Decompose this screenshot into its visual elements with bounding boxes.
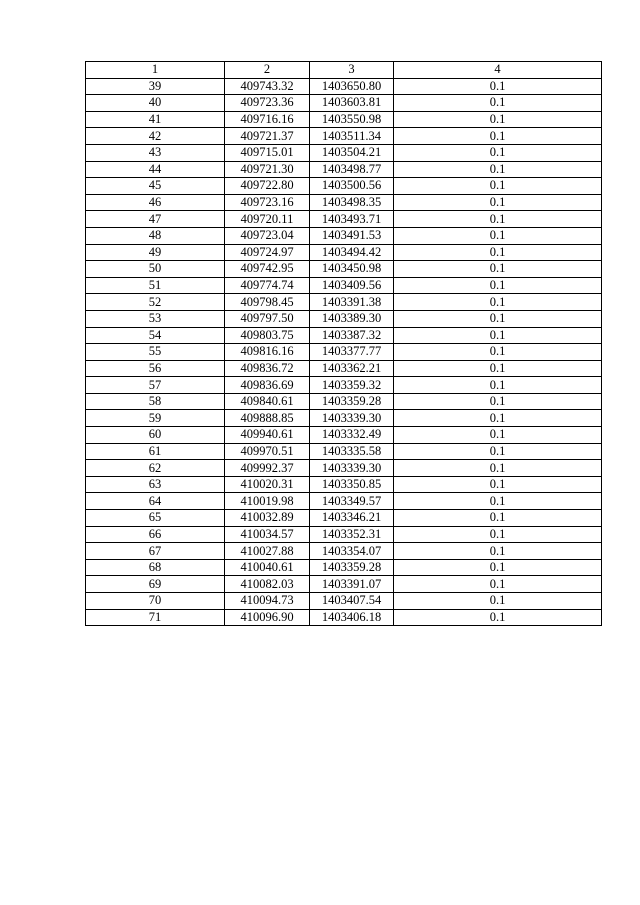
x-coordinate-cell: 409798.45 [225, 294, 310, 311]
x-coordinate-cell: 409723.16 [225, 194, 310, 211]
accuracy-cell: 0.1 [394, 211, 602, 228]
point-number-cell: 65 [86, 510, 225, 527]
x-coordinate-cell: 409721.30 [225, 161, 310, 178]
table-row [86, 543, 602, 560]
x-coordinate-cell: 409723.36 [225, 95, 310, 112]
x-coordinate-cell: 409992.37 [225, 460, 310, 477]
accuracy-cell: 0.1 [394, 194, 602, 211]
x-coordinate-cell: 410040.61 [225, 559, 310, 576]
table-row [86, 144, 602, 161]
y-coordinate-cell: 1403450.98 [310, 261, 394, 278]
accuracy-cell: 0.1 [394, 360, 602, 377]
table-row [86, 609, 602, 626]
table-row [86, 559, 602, 576]
y-coordinate-cell: 1403359.28 [310, 393, 394, 410]
accuracy-cell: 0.1 [394, 559, 602, 576]
point-number-cell: 46 [86, 194, 225, 211]
point-number-cell: 50 [86, 261, 225, 278]
point-number-cell: 58 [86, 393, 225, 410]
table-row [86, 443, 602, 460]
table-row [86, 476, 602, 493]
y-coordinate-cell: 1403350.85 [310, 476, 394, 493]
table-row [86, 493, 602, 510]
x-coordinate-cell: 410082.03 [225, 576, 310, 593]
table-row [86, 377, 602, 394]
table-row [86, 593, 602, 610]
accuracy-cell: 0.1 [394, 576, 602, 593]
y-coordinate-cell: 1403377.77 [310, 344, 394, 361]
table-row [86, 111, 602, 128]
accuracy-cell: 0.1 [394, 344, 602, 361]
table-row [86, 526, 602, 543]
point-number-cell: 41 [86, 111, 225, 128]
y-coordinate-cell: 1403387.32 [310, 327, 394, 344]
accuracy-cell: 0.1 [394, 178, 602, 195]
x-coordinate-cell: 409836.69 [225, 377, 310, 394]
y-coordinate-cell: 1403362.21 [310, 360, 394, 377]
accuracy-cell: 0.1 [394, 543, 602, 560]
accuracy-cell: 0.1 [394, 460, 602, 477]
x-coordinate-cell: 410032.89 [225, 510, 310, 527]
point-number-cell: 68 [86, 559, 225, 576]
y-coordinate-cell: 1403491.53 [310, 227, 394, 244]
accuracy-cell: 0.1 [394, 526, 602, 543]
table-body [86, 78, 602, 626]
table-row [86, 194, 602, 211]
point-number-cell: 60 [86, 427, 225, 444]
y-coordinate-cell: 1403339.30 [310, 410, 394, 427]
point-number-cell: 45 [86, 178, 225, 195]
x-coordinate-cell: 409742.95 [225, 261, 310, 278]
point-number-cell: 62 [86, 460, 225, 477]
x-coordinate-cell: 410027.88 [225, 543, 310, 560]
table-row [86, 327, 602, 344]
x-coordinate-cell: 409723.04 [225, 227, 310, 244]
column-header-1: 1 [86, 62, 225, 79]
table-row [86, 78, 602, 95]
accuracy-cell: 0.1 [394, 510, 602, 527]
accuracy-cell: 0.1 [394, 593, 602, 610]
y-coordinate-cell: 1403359.32 [310, 377, 394, 394]
y-coordinate-cell: 1403354.07 [310, 543, 394, 560]
table-row [86, 360, 602, 377]
y-coordinate-cell: 1403498.35 [310, 194, 394, 211]
y-coordinate-cell: 1403500.56 [310, 178, 394, 195]
table-row [86, 211, 602, 228]
point-number-cell: 70 [86, 593, 225, 610]
point-number-cell: 56 [86, 360, 225, 377]
accuracy-cell: 0.1 [394, 310, 602, 327]
x-coordinate-cell: 409715.01 [225, 144, 310, 161]
y-coordinate-cell: 1403391.07 [310, 576, 394, 593]
y-coordinate-cell: 1403352.31 [310, 526, 394, 543]
table-row [86, 510, 602, 527]
y-coordinate-cell: 1403391.38 [310, 294, 394, 311]
accuracy-cell: 0.1 [394, 227, 602, 244]
point-number-cell: 39 [86, 78, 225, 95]
y-coordinate-cell: 1403493.71 [310, 211, 394, 228]
coordinates-table [85, 61, 602, 626]
point-number-cell: 52 [86, 294, 225, 311]
y-coordinate-cell: 1403339.30 [310, 460, 394, 477]
point-number-cell: 55 [86, 344, 225, 361]
table-row [86, 161, 602, 178]
point-number-cell: 63 [86, 476, 225, 493]
y-coordinate-cell: 1403407.54 [310, 593, 394, 610]
x-coordinate-cell: 409743.32 [225, 78, 310, 95]
x-coordinate-cell: 410034.57 [225, 526, 310, 543]
table-row [86, 294, 602, 311]
y-coordinate-cell: 1403550.98 [310, 111, 394, 128]
point-number-cell: 48 [86, 227, 225, 244]
y-coordinate-cell: 1403409.56 [310, 277, 394, 294]
column-header-4: 4 [394, 62, 602, 79]
point-number-cell: 64 [86, 493, 225, 510]
y-coordinate-cell: 1403349.57 [310, 493, 394, 510]
point-number-cell: 57 [86, 377, 225, 394]
accuracy-cell: 0.1 [394, 476, 602, 493]
accuracy-cell: 0.1 [394, 78, 602, 95]
x-coordinate-cell: 409940.61 [225, 427, 310, 444]
y-coordinate-cell: 1403389.30 [310, 310, 394, 327]
point-number-cell: 40 [86, 95, 225, 112]
x-coordinate-cell: 409720.11 [225, 211, 310, 228]
table-row [86, 244, 602, 261]
accuracy-cell: 0.1 [394, 244, 602, 261]
y-coordinate-cell: 1403603.81 [310, 95, 394, 112]
table-row [86, 227, 602, 244]
header-row [86, 62, 602, 79]
table-row [86, 460, 602, 477]
point-number-cell: 61 [86, 443, 225, 460]
x-coordinate-cell: 409721.37 [225, 128, 310, 145]
accuracy-cell: 0.1 [394, 609, 602, 626]
x-coordinate-cell: 409722.80 [225, 178, 310, 195]
accuracy-cell: 0.1 [394, 410, 602, 427]
table-row [86, 344, 602, 361]
point-number-cell: 54 [86, 327, 225, 344]
column-header-3: 3 [310, 62, 394, 79]
point-number-cell: 49 [86, 244, 225, 261]
y-coordinate-cell: 1403511.34 [310, 128, 394, 145]
point-number-cell: 71 [86, 609, 225, 626]
point-number-cell: 66 [86, 526, 225, 543]
accuracy-cell: 0.1 [394, 161, 602, 178]
y-coordinate-cell: 1403504.21 [310, 144, 394, 161]
table-row [86, 95, 602, 112]
y-coordinate-cell: 1403332.49 [310, 427, 394, 444]
table-row [86, 277, 602, 294]
accuracy-cell: 0.1 [394, 443, 602, 460]
point-number-cell: 51 [86, 277, 225, 294]
accuracy-cell: 0.1 [394, 128, 602, 145]
accuracy-cell: 0.1 [394, 144, 602, 161]
y-coordinate-cell: 1403498.77 [310, 161, 394, 178]
accuracy-cell: 0.1 [394, 493, 602, 510]
y-coordinate-cell: 1403335.58 [310, 443, 394, 460]
x-coordinate-cell: 409816.16 [225, 344, 310, 361]
accuracy-cell: 0.1 [394, 261, 602, 278]
table-row [86, 128, 602, 145]
point-number-cell: 42 [86, 128, 225, 145]
x-coordinate-cell: 409724.97 [225, 244, 310, 261]
y-coordinate-cell: 1403494.42 [310, 244, 394, 261]
y-coordinate-cell: 1403650.80 [310, 78, 394, 95]
x-coordinate-cell: 409840.61 [225, 393, 310, 410]
table-row [86, 261, 602, 278]
y-coordinate-cell: 1403346.21 [310, 510, 394, 527]
x-coordinate-cell: 409797.50 [225, 310, 310, 327]
x-coordinate-cell: 409836.72 [225, 360, 310, 377]
point-number-cell: 67 [86, 543, 225, 560]
accuracy-cell: 0.1 [394, 294, 602, 311]
accuracy-cell: 0.1 [394, 277, 602, 294]
accuracy-cell: 0.1 [394, 427, 602, 444]
point-number-cell: 53 [86, 310, 225, 327]
accuracy-cell: 0.1 [394, 111, 602, 128]
table-row [86, 393, 602, 410]
accuracy-cell: 0.1 [394, 377, 602, 394]
accuracy-cell: 0.1 [394, 327, 602, 344]
point-number-cell: 69 [86, 576, 225, 593]
table-row [86, 427, 602, 444]
point-number-cell: 59 [86, 410, 225, 427]
y-coordinate-cell: 1403406.18 [310, 609, 394, 626]
y-coordinate-cell: 1403359.28 [310, 559, 394, 576]
x-coordinate-cell: 409803.75 [225, 327, 310, 344]
point-number-cell: 43 [86, 144, 225, 161]
point-number-cell: 47 [86, 211, 225, 228]
table-row [86, 310, 602, 327]
point-number-cell: 44 [86, 161, 225, 178]
x-coordinate-cell: 409716.16 [225, 111, 310, 128]
x-coordinate-cell: 410094.73 [225, 593, 310, 610]
x-coordinate-cell: 409774.74 [225, 277, 310, 294]
x-coordinate-cell: 409888.85 [225, 410, 310, 427]
x-coordinate-cell: 409970.51 [225, 443, 310, 460]
x-coordinate-cell: 410019.98 [225, 493, 310, 510]
table-header [86, 62, 602, 79]
column-header-2: 2 [225, 62, 310, 79]
x-coordinate-cell: 410020.31 [225, 476, 310, 493]
x-coordinate-cell: 410096.90 [225, 609, 310, 626]
accuracy-cell: 0.1 [394, 95, 602, 112]
accuracy-cell: 0.1 [394, 393, 602, 410]
table-row [86, 410, 602, 427]
table-row [86, 178, 602, 195]
table-row [86, 576, 602, 593]
